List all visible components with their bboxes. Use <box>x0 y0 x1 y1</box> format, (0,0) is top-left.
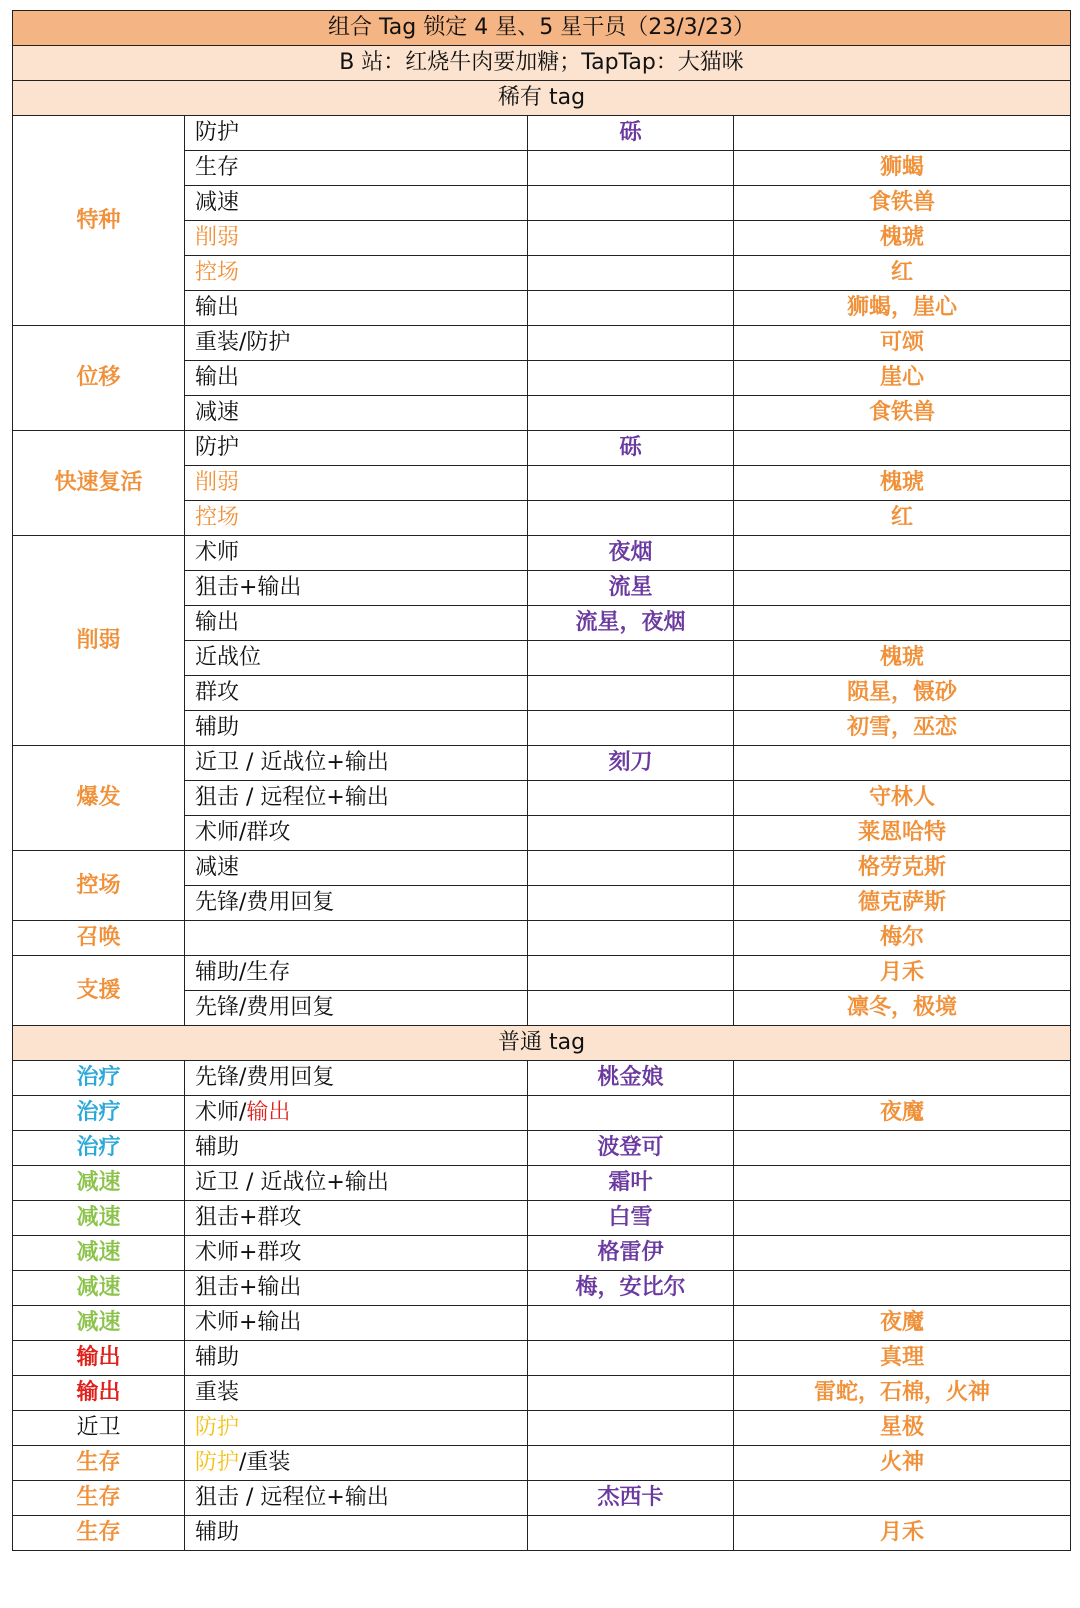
tag-combo-cell <box>185 221 528 256</box>
five-star-operator-cell <box>734 1131 1071 1166</box>
normal-tag-row <box>13 1131 1071 1166</box>
normal-tag-row <box>13 1446 1071 1481</box>
tag-combo-cell <box>185 956 528 991</box>
tag-combo-segment: 减速 <box>195 400 240 425</box>
tag-combo-segment: 辅助/生存 <box>195 960 291 985</box>
four-star-operator-cell <box>528 816 734 851</box>
tag-combo-segment: 控场 <box>195 260 240 285</box>
four-star-operator-cell: 夜烟 <box>528 536 734 571</box>
tag-combo-segment: 先锋/费用回复 <box>195 1065 335 1090</box>
tag-combo-cell <box>185 991 528 1026</box>
five-star-operator-cell: 陨星，慑砂 <box>734 676 1071 711</box>
tag-combo-cell <box>185 1446 528 1481</box>
five-star-operator-cell: 夜魔 <box>734 1096 1071 1131</box>
five-star-operator-cell: 狮蝎 <box>734 151 1071 186</box>
five-star-operator-cell: 崖心 <box>734 361 1071 396</box>
four-star-operator-cell <box>528 1446 734 1481</box>
title-row <box>13 11 1071 46</box>
four-star-operator-cell <box>528 711 734 746</box>
four-star-operator-cell: 桃金娘 <box>528 1061 734 1096</box>
tag-combo-segment: /重装 <box>239 1450 291 1475</box>
tag-combo-cell <box>185 1376 528 1411</box>
tag-combo-segment: 控场 <box>195 505 240 530</box>
five-star-operator-cell <box>734 1271 1071 1306</box>
normal-tag-row <box>13 1306 1071 1341</box>
normal-tag-row <box>13 1096 1071 1131</box>
five-star-operator-cell <box>734 1201 1071 1236</box>
tag-combo-cell <box>185 466 528 501</box>
four-star-operator-cell <box>528 256 734 291</box>
four-star-operator-cell: 流星 <box>528 571 734 606</box>
tag-combo-segment: 生存 <box>195 155 240 180</box>
four-star-operator-cell: 格雷伊 <box>528 1236 734 1271</box>
four-star-operator-cell <box>528 991 734 1026</box>
four-star-operator-cell <box>528 1306 734 1341</box>
category-cell: 输出 <box>13 1341 185 1376</box>
four-star-operator-cell <box>528 326 734 361</box>
category-cell: 特种 <box>13 116 185 326</box>
normal-section-label: 普通 tag <box>13 1026 1071 1061</box>
sheet-credit: B 站：红烧牛肉要加糖；TapTap：大猫咪 <box>13 46 1071 81</box>
tag-combo-cell <box>185 326 528 361</box>
five-star-operator-cell <box>734 606 1071 641</box>
tag-combo-cell <box>185 1411 528 1446</box>
rare-section-label: 稀有 tag <box>13 81 1071 116</box>
tag-combo-cell <box>185 1236 528 1271</box>
tag-combo-cell <box>185 886 528 921</box>
category-cell: 爆发 <box>13 746 185 851</box>
credit-row <box>13 46 1071 81</box>
four-star-operator-cell: 砾 <box>528 431 734 466</box>
category-cell: 减速 <box>13 1306 185 1341</box>
five-star-operator-cell: 火神 <box>734 1446 1071 1481</box>
tag-combo-cell <box>185 396 528 431</box>
tag-combo-segment: 输出 <box>195 295 240 320</box>
tag-combo-segment: 术师/ <box>195 1100 247 1125</box>
tag-combo-segment: 术师+输出 <box>195 1310 302 1335</box>
tag-combo-cell <box>185 256 528 291</box>
four-star-operator-cell <box>528 466 734 501</box>
tag-combo-segment: 先锋/费用回复 <box>195 890 335 915</box>
tag-combo-segment: 术师+群攻 <box>195 1240 302 1265</box>
four-star-operator-cell <box>528 361 734 396</box>
tag-combo-segment: 重装/防护 <box>195 330 291 355</box>
tag-combo-cell <box>185 501 528 536</box>
tag-combo-segment: 辅助 <box>195 1345 240 1370</box>
tag-combo-segment: 防护 <box>195 120 240 145</box>
five-star-operator-cell: 凛冬，极境 <box>734 991 1071 1026</box>
category-cell: 快速复活 <box>13 431 185 536</box>
tag-combo-segment: 狙击+群攻 <box>195 1205 302 1230</box>
tag-combo-cell <box>185 1481 528 1516</box>
category-cell: 治疗 <box>13 1131 185 1166</box>
rare-tag-row <box>13 746 1071 781</box>
tag-combo-segment: 近卫 / 近战位+输出 <box>195 1170 389 1195</box>
five-star-operator-cell: 夜魔 <box>734 1306 1071 1341</box>
tag-combo-segment: 近卫 / 近战位+输出 <box>195 750 389 775</box>
normal-tag-row <box>13 1516 1071 1551</box>
tag-combo-segment: 狙击+输出 <box>195 1275 302 1300</box>
rare-tag-row <box>13 116 1071 151</box>
tag-combo-cell <box>185 291 528 326</box>
category-cell: 减速 <box>13 1271 185 1306</box>
five-star-operator-cell: 月禾 <box>734 1516 1071 1551</box>
tag-combo-cell <box>185 361 528 396</box>
five-star-operator-cell: 食铁兽 <box>734 186 1071 221</box>
five-star-operator-cell: 梅尔 <box>734 921 1071 956</box>
four-star-operator-cell <box>528 886 734 921</box>
normal-tag-row <box>13 1236 1071 1271</box>
tag-combo-cell <box>185 1201 528 1236</box>
four-star-operator-cell: 杰西卡 <box>528 1481 734 1516</box>
tag-combo-segment: 狙击 / 远程位+输出 <box>195 785 389 810</box>
category-cell: 支援 <box>13 956 185 1026</box>
normal-tag-row <box>13 1376 1071 1411</box>
tag-combo-segment: 狙击 / 远程位+输出 <box>195 1485 389 1510</box>
tag-table <box>12 10 1071 1551</box>
four-star-operator-cell <box>528 1096 734 1131</box>
four-star-operator-cell <box>528 1516 734 1551</box>
four-star-operator-cell <box>528 501 734 536</box>
tag-combo-cell <box>185 1341 528 1376</box>
five-star-operator-cell <box>734 1236 1071 1271</box>
five-star-operator-cell: 月禾 <box>734 956 1071 991</box>
tag-combo-segment: 防护 <box>195 1450 240 1475</box>
tag-combo-cell <box>185 606 528 641</box>
five-star-operator-cell: 雷蛇，石棉，火神 <box>734 1376 1071 1411</box>
four-star-operator-cell <box>528 641 734 676</box>
four-star-operator-cell <box>528 781 734 816</box>
four-star-operator-cell <box>528 956 734 991</box>
five-star-operator-cell: 格劳克斯 <box>734 851 1071 886</box>
tag-combo-cell <box>185 571 528 606</box>
category-cell: 输出 <box>13 1376 185 1411</box>
four-star-operator-cell: 砾 <box>528 116 734 151</box>
rare-tag-row <box>13 431 1071 466</box>
tag-combo-cell <box>185 676 528 711</box>
category-cell: 削弱 <box>13 536 185 746</box>
tag-combo-segment: 辅助 <box>195 1520 240 1545</box>
four-star-operator-cell: 流星，夜烟 <box>528 606 734 641</box>
tag-combo-cell <box>185 116 528 151</box>
five-star-operator-cell <box>734 746 1071 781</box>
category-cell: 控场 <box>13 851 185 921</box>
tag-combo-segment: 近战位 <box>195 645 262 670</box>
five-star-operator-cell: 槐琥 <box>734 221 1071 256</box>
tag-combo-cell <box>185 1306 528 1341</box>
category-cell: 减速 <box>13 1236 185 1271</box>
tag-combination-sheet <box>12 10 1070 1551</box>
five-star-operator-cell: 守林人 <box>734 781 1071 816</box>
tag-combo-segment: 防护 <box>195 435 240 460</box>
tag-combo-cell <box>185 1516 528 1551</box>
four-star-operator-cell: 波登可 <box>528 1131 734 1166</box>
category-cell: 近卫 <box>13 1411 185 1446</box>
category-cell: 生存 <box>13 1481 185 1516</box>
four-star-operator-cell <box>528 1411 734 1446</box>
tag-combo-segment: 辅助 <box>195 715 240 740</box>
tag-combo-cell <box>185 851 528 886</box>
tag-table-body <box>13 11 1071 1551</box>
tag-combo-cell <box>185 1166 528 1201</box>
category-cell: 位移 <box>13 326 185 431</box>
four-star-operator-cell <box>528 221 734 256</box>
five-star-operator-cell <box>734 1061 1071 1096</box>
five-star-operator-cell <box>734 1481 1071 1516</box>
tag-combo-segment: 减速 <box>195 190 240 215</box>
sheet-title: 组合 Tag 锁定 4 星、5 星干员（23/3/23） <box>13 11 1071 46</box>
tag-combo-cell <box>185 1096 528 1131</box>
four-star-operator-cell <box>528 676 734 711</box>
tag-combo-segment: 辅助 <box>195 1135 240 1160</box>
four-star-operator-cell <box>528 291 734 326</box>
four-star-operator-cell: 白雪 <box>528 1201 734 1236</box>
category-cell: 治疗 <box>13 1096 185 1131</box>
tag-combo-segment: 输出 <box>195 610 240 635</box>
tag-combo-segment: 输出 <box>195 365 240 390</box>
normal-tag-row <box>13 1341 1071 1376</box>
tag-combo-cell <box>185 641 528 676</box>
tag-combo-cell <box>185 536 528 571</box>
tag-combo-segment: 输出 <box>246 1100 291 1125</box>
tag-combo-cell <box>185 186 528 221</box>
five-star-operator-cell: 可颂 <box>734 326 1071 361</box>
tag-combo-segment: 防护 <box>195 1415 240 1440</box>
five-star-operator-cell: 食铁兽 <box>734 396 1071 431</box>
tag-combo-cell <box>185 431 528 466</box>
five-star-operator-cell: 槐琥 <box>734 466 1071 501</box>
normal-tag-row <box>13 1271 1071 1306</box>
tag-combo-segment: 减速 <box>195 855 240 880</box>
category-cell: 减速 <box>13 1201 185 1236</box>
five-star-operator-cell: 狮蝎，崖心 <box>734 291 1071 326</box>
four-star-operator-cell <box>528 396 734 431</box>
tag-combo-segment: 先锋/费用回复 <box>195 995 335 1020</box>
rare-section-header-row <box>13 81 1071 116</box>
tag-combo-segment: 术师 <box>195 540 240 565</box>
rare-tag-row <box>13 326 1071 361</box>
five-star-operator-cell: 真理 <box>734 1341 1071 1376</box>
tag-combo-cell <box>185 1271 528 1306</box>
tag-combo-cell <box>185 151 528 186</box>
rare-tag-row <box>13 851 1071 886</box>
category-cell: 治疗 <box>13 1061 185 1096</box>
five-star-operator-cell: 星极 <box>734 1411 1071 1446</box>
four-star-operator-cell: 刻刀 <box>528 746 734 781</box>
normal-tag-row <box>13 1166 1071 1201</box>
five-star-operator-cell: 初雪，巫恋 <box>734 711 1071 746</box>
four-star-operator-cell <box>528 851 734 886</box>
five-star-operator-cell: 红 <box>734 256 1071 291</box>
tag-combo-segment: 狙击+输出 <box>195 575 302 600</box>
rare-tag-row <box>13 536 1071 571</box>
tag-combo-segment: 术师/群攻 <box>195 820 291 845</box>
rare-tag-row <box>13 956 1071 991</box>
rare-tag-row <box>13 921 1071 956</box>
tag-combo-segment: 群攻 <box>195 680 240 705</box>
tag-combo-cell <box>185 921 528 956</box>
category-cell: 生存 <box>13 1446 185 1481</box>
category-cell: 召唤 <box>13 921 185 956</box>
five-star-operator-cell: 莱恩哈特 <box>734 816 1071 851</box>
five-star-operator-cell <box>734 116 1071 151</box>
tag-combo-segment: 重装 <box>195 1380 240 1405</box>
five-star-operator-cell <box>734 571 1071 606</box>
four-star-operator-cell <box>528 921 734 956</box>
tag-combo-cell <box>185 816 528 851</box>
tag-combo-cell <box>185 746 528 781</box>
five-star-operator-cell <box>734 1166 1071 1201</box>
category-cell: 生存 <box>13 1516 185 1551</box>
tag-combo-segment: 削弱 <box>195 470 240 495</box>
four-star-operator-cell <box>528 1376 734 1411</box>
four-star-operator-cell <box>528 1341 734 1376</box>
normal-section-header-row <box>13 1026 1071 1061</box>
tag-combo-cell <box>185 1061 528 1096</box>
tag-combo-cell <box>185 711 528 746</box>
five-star-operator-cell: 槐琥 <box>734 641 1071 676</box>
normal-tag-row <box>13 1201 1071 1236</box>
four-star-operator-cell: 梅，安比尔 <box>528 1271 734 1306</box>
category-cell: 减速 <box>13 1166 185 1201</box>
tag-combo-segment: 削弱 <box>195 225 240 250</box>
tag-combo-cell <box>185 781 528 816</box>
five-star-operator-cell <box>734 536 1071 571</box>
normal-tag-row <box>13 1481 1071 1516</box>
four-star-operator-cell <box>528 151 734 186</box>
five-star-operator-cell: 德克萨斯 <box>734 886 1071 921</box>
five-star-operator-cell: 红 <box>734 501 1071 536</box>
five-star-operator-cell <box>734 431 1071 466</box>
four-star-operator-cell: 霜叶 <box>528 1166 734 1201</box>
four-star-operator-cell <box>528 186 734 221</box>
normal-tag-row <box>13 1411 1071 1446</box>
tag-combo-cell <box>185 1131 528 1166</box>
normal-tag-row <box>13 1061 1071 1096</box>
